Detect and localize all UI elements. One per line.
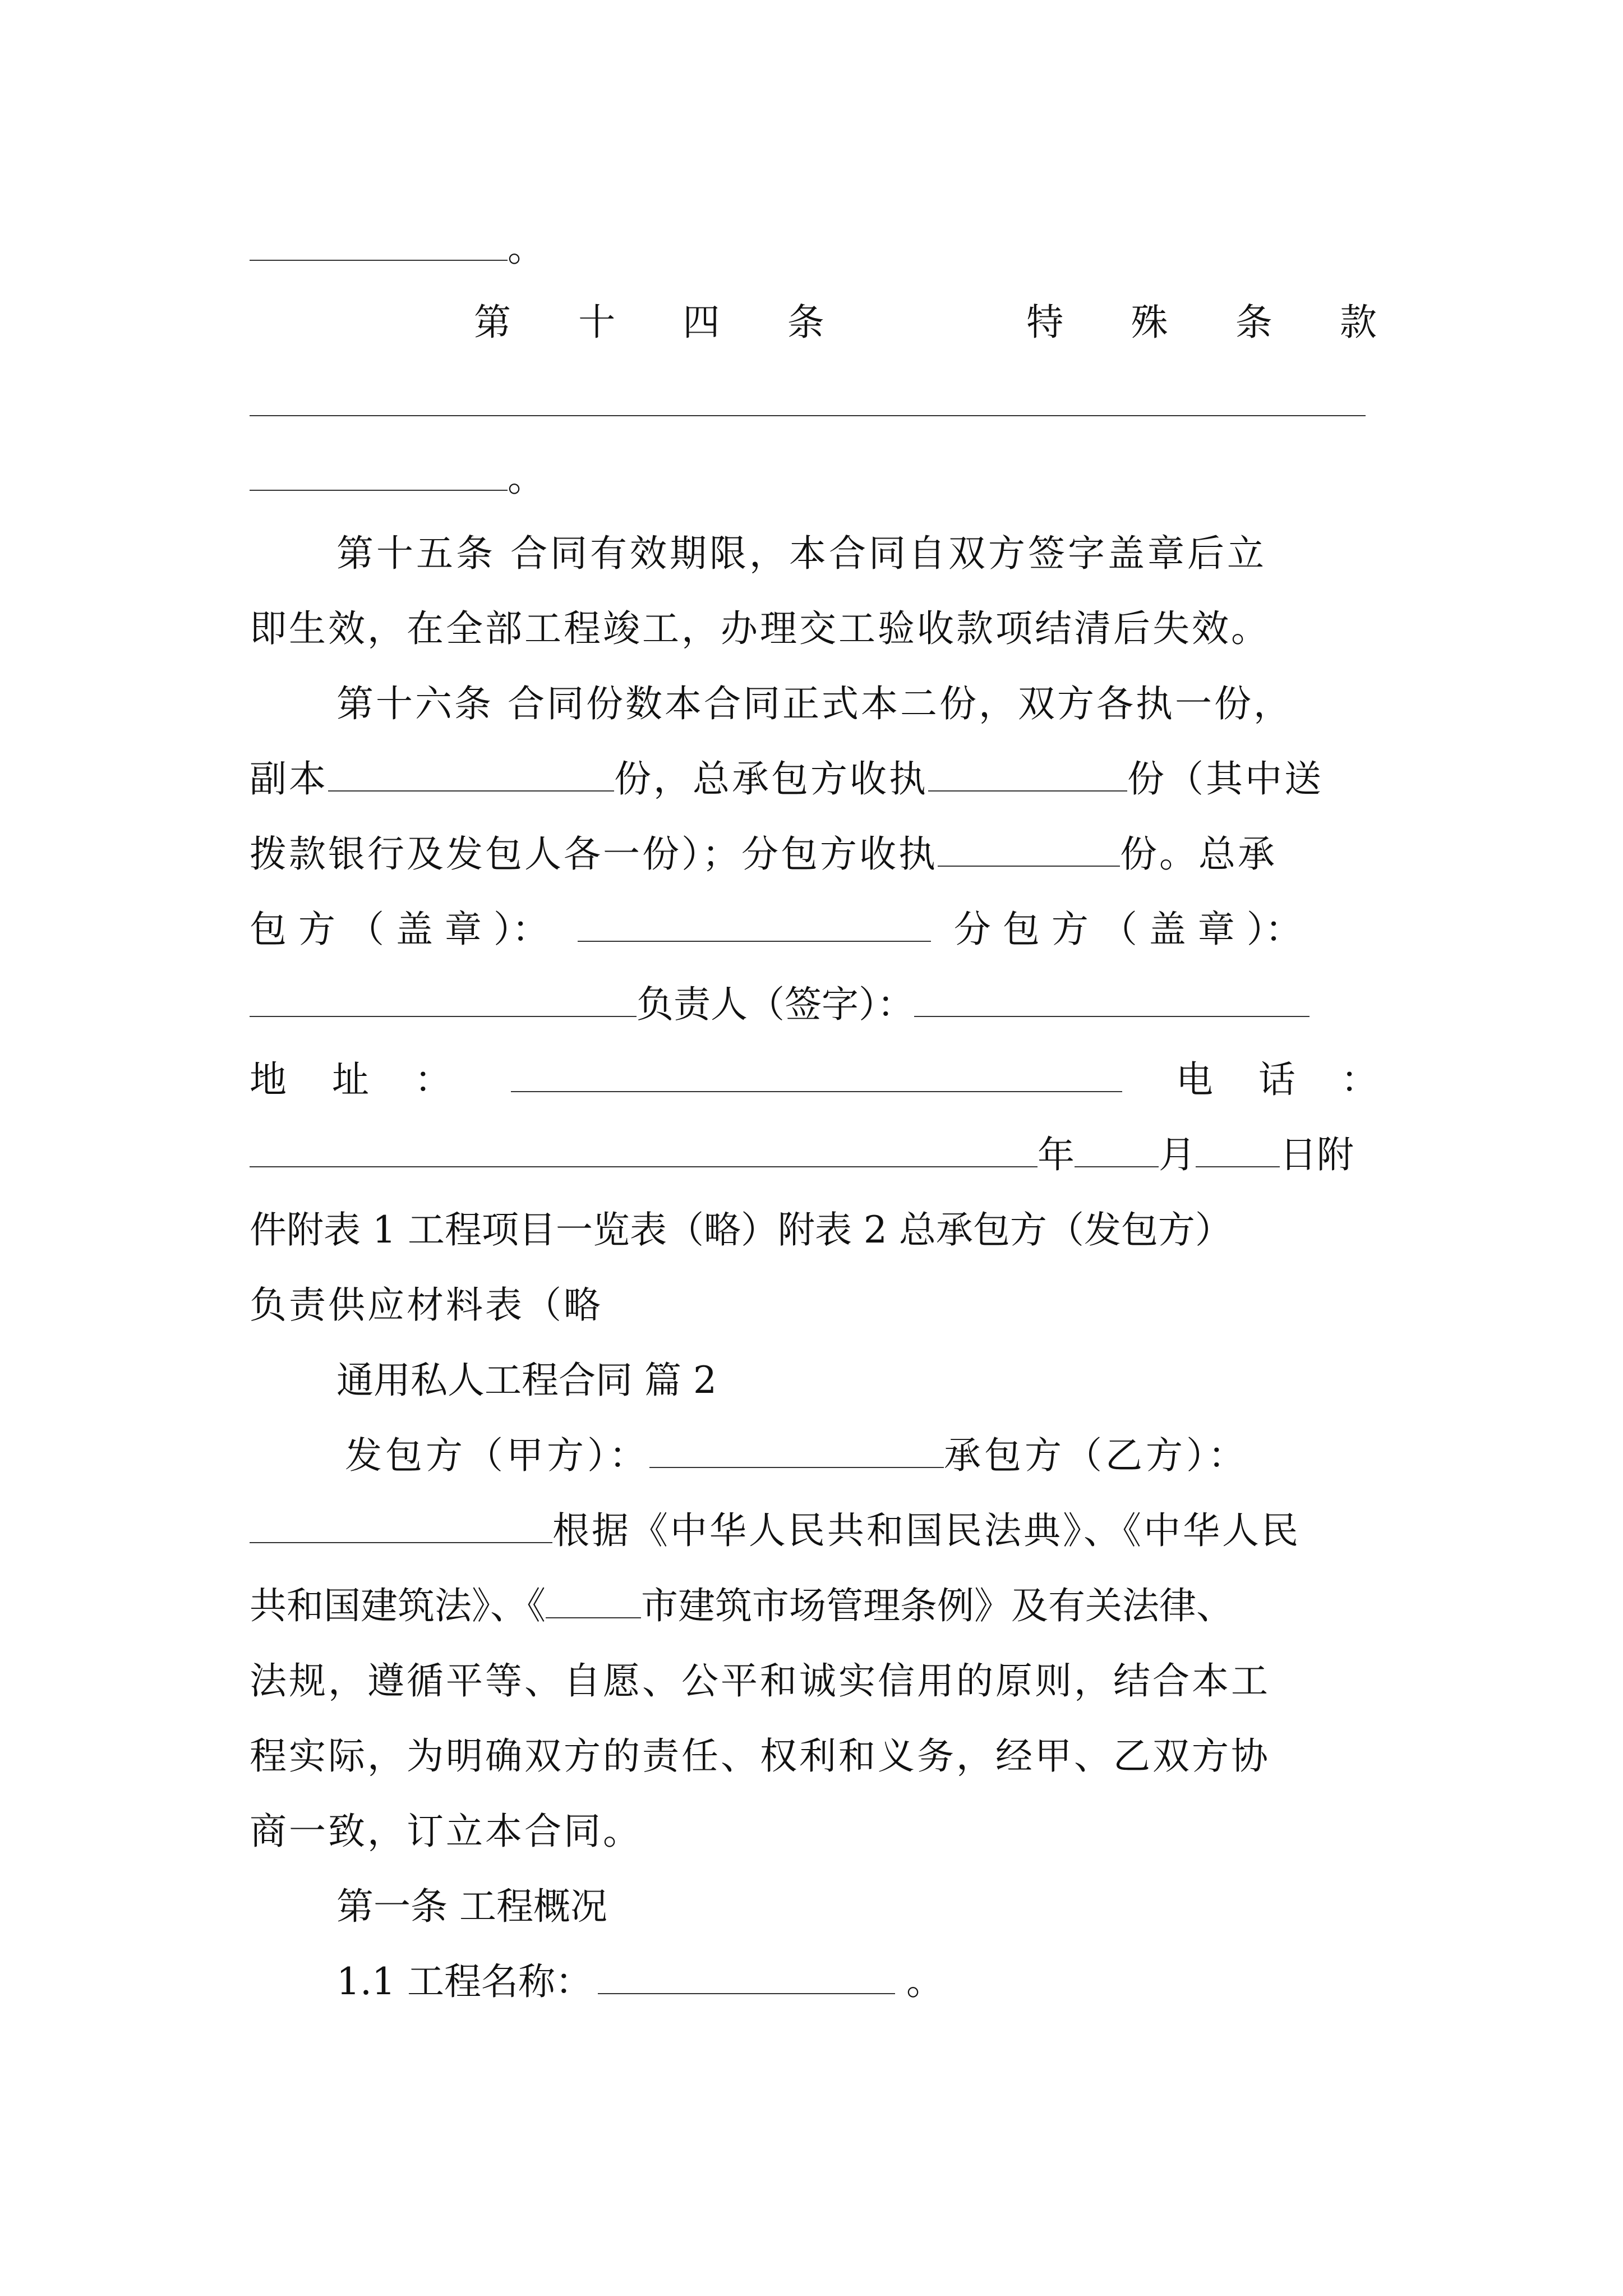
fill-blank <box>328 756 614 792</box>
signature-line-2 <box>250 979 1377 1030</box>
article-16-line-3 <box>250 829 1377 880</box>
article-16-line-2 <box>250 754 1377 804</box>
label-text: 电 话 ： <box>1175 1058 1395 1101</box>
attachment-line-1 <box>250 1205 1377 1255</box>
article-14-heading <box>474 297 1377 348</box>
fill-blank <box>511 1056 1122 1092</box>
label-text: 日附 <box>1280 1133 1354 1176</box>
article-15-line-2 <box>250 604 1377 654</box>
paragraph-text: 份（其中送 <box>1127 757 1324 800</box>
paragraph-text: 根据《中华人民共和国民法典》、《中华人民 <box>552 1509 1301 1552</box>
section-heading: 第一条 工程概况 <box>336 1885 607 1928</box>
fill-blank <box>250 455 508 491</box>
contract-2-title <box>336 1355 1464 1406</box>
punctuation: 。 <box>906 1960 943 2003</box>
preamble-line-5 <box>250 1806 1377 1857</box>
paragraph-text: 市建筑市场管理条例》及有关法律、 <box>641 1584 1233 1627</box>
heading-char: 特 <box>1026 301 1064 344</box>
heading-char: 十 <box>578 301 616 344</box>
paragraph-text: 份，总承包方收执 <box>614 757 928 800</box>
label-text: 分 包 方 （ 盖 章 ）： <box>953 908 1302 951</box>
heading-char: 条 <box>1235 301 1272 344</box>
text-line <box>250 223 1377 274</box>
item-1-1-line <box>336 1957 1464 2007</box>
fill-blank <box>598 1958 895 1994</box>
text-line <box>250 453 1377 504</box>
attachment-line-2 <box>250 1280 1377 1331</box>
heading-char: 第 <box>474 301 511 344</box>
heading-char: 条 <box>787 301 824 344</box>
fill-blank <box>1196 1131 1280 1167</box>
punctuation: 。 <box>508 457 545 500</box>
date-line <box>250 1130 1377 1180</box>
fill-blank <box>1075 1131 1159 1167</box>
paragraph-text: 程实际，为明确双方的责任、权利和义务，经甲、乙双方协 <box>250 1734 1270 1778</box>
paragraph-text: 第十五条 合同有效期限，本合同自双方签字盖章后立 <box>336 532 1267 575</box>
paragraph-text: 负责供应材料表（略 <box>250 1283 603 1327</box>
fill-blank <box>546 1582 641 1618</box>
label-text: 包 方 （ 盖 章 ）： <box>250 908 549 951</box>
label-text: 承包方（乙方）： <box>944 1434 1248 1477</box>
article-16-line-1 <box>336 679 1377 729</box>
fill-blank <box>578 906 931 942</box>
section-title: 通用私人工程合同 篇 2 <box>336 1359 717 1402</box>
paragraph-text: 共和国建筑法》、《 <box>250 1584 546 1627</box>
fill-blank <box>914 981 1310 1017</box>
paragraph-text: 拨款银行及发包人各一份）；分包方收执 <box>250 832 938 876</box>
article-1-heading <box>336 1881 1464 1932</box>
punctuation: 。 <box>508 227 545 270</box>
paragraph-text: 第十六条 合同份数本合同正式本二份，双方各执一份， <box>336 682 1293 725</box>
paragraph-text: 商一致，订立本合同。 <box>250 1810 642 1853</box>
heading-char: 款 <box>1340 301 1377 344</box>
label-text: 负责人（签字）： <box>637 983 914 1026</box>
paragraph-text: 法规，遵循平等、自愿、公平和诚实信用的原则，结合本工 <box>250 1659 1270 1703</box>
paragraph-text: 份。总承 <box>1120 832 1277 876</box>
preamble-line-3 <box>250 1656 1377 1706</box>
fill-blank <box>250 981 637 1017</box>
preamble-line-4 <box>250 1731 1377 1782</box>
parties-line <box>345 1430 1472 1481</box>
heading-char: 殊 <box>1131 301 1168 344</box>
fill-blank <box>250 1131 1038 1167</box>
article-15-line-1 <box>336 528 1377 579</box>
paragraph-text: 即生效，在全部工程竣工，办理交工验收款项结清后失效。 <box>250 607 1270 650</box>
label-text: 地 址 ： <box>250 1058 468 1101</box>
label-text: 1.1 工程名称： <box>336 1960 592 2003</box>
paragraph-text: 副本 <box>250 757 328 800</box>
label-text: 月 <box>1159 1133 1196 1176</box>
fill-blank <box>250 415 1366 416</box>
label-text: 发包方（甲方）： <box>345 1434 649 1477</box>
heading-char: 四 <box>683 301 720 344</box>
fill-blank <box>649 1432 944 1468</box>
paragraph-text: 件附表 1 工程项目一览表（略）附表 2 总承包方（发包方） <box>250 1208 1232 1251</box>
signature-line-1 <box>250 904 1377 955</box>
address-phone-line <box>250 1055 1395 1105</box>
preamble-line-1 <box>250 1506 1377 1556</box>
fill-blank <box>928 756 1127 792</box>
fill-blank <box>250 225 508 261</box>
label-text: 年 <box>1038 1133 1075 1176</box>
fill-blank <box>938 831 1120 867</box>
preamble-line-2 <box>250 1581 1377 1631</box>
fill-blank <box>250 1507 552 1543</box>
